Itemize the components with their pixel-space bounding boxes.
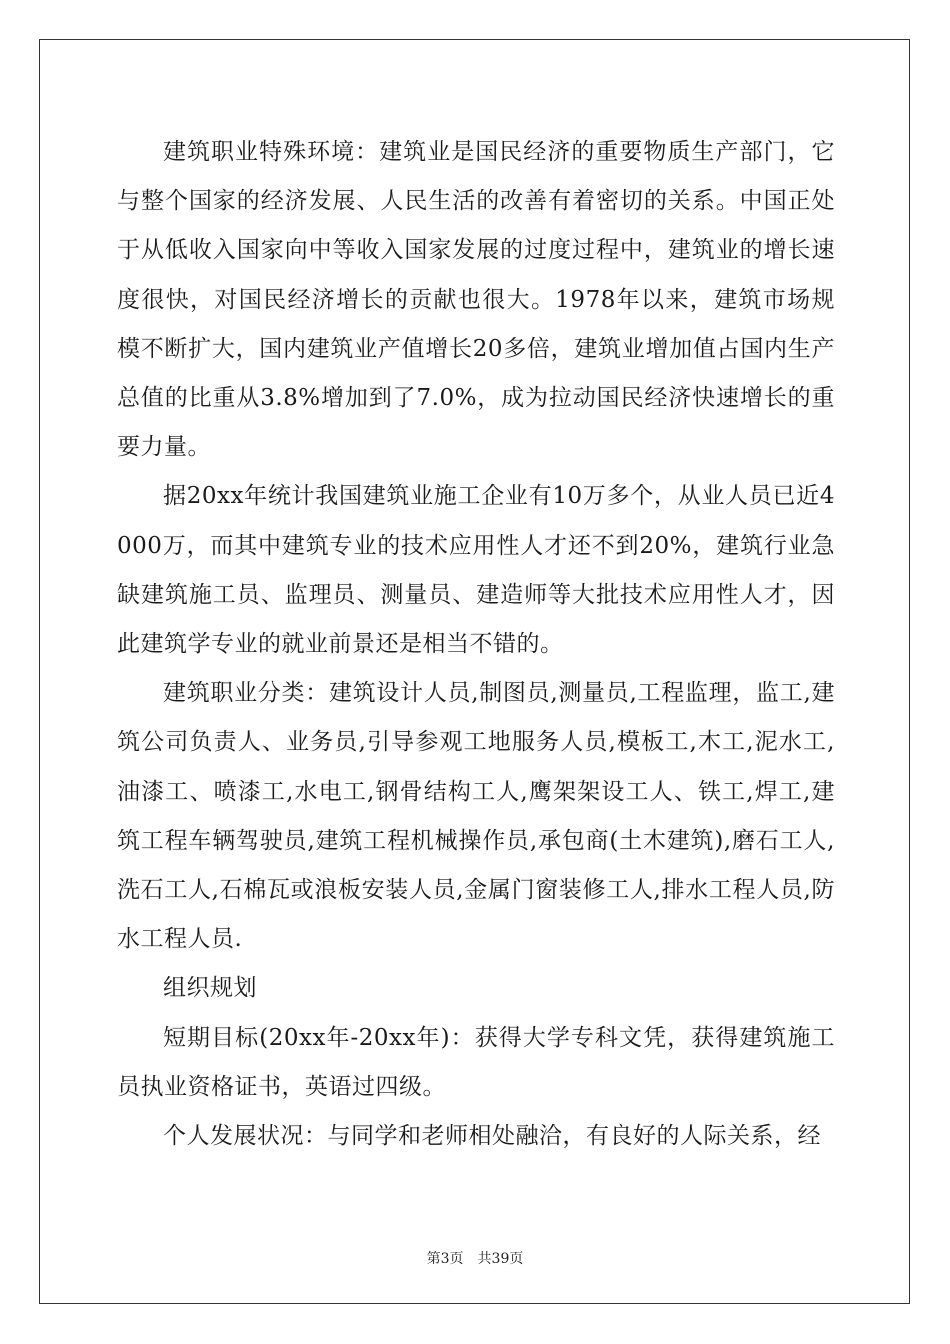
paragraph-statistics: 据20xx年统计我国建筑业施工企业有10万多个，从业人员已近4000万，而其中建筑专业的技术应用性人才还不到20%，建筑行业急缺建筑施工员、监理员、测量员、建造师等大批技术应用性人才，因此建筑学专业的就业前景还是相当不错的。 [117, 483, 835, 658]
paragraph-personal-development: 个人发展状况：与同学和老师相处融洽，有良好的人际关系，经 [163, 1123, 821, 1150]
section-heading-organization-plan: 组织规划 [163, 975, 257, 1002]
page-number: 第3页 [426, 1251, 464, 1267]
paragraph-short-term-goal: 短期目标(20xx年-20xx年)：获得大学专科文凭，获得建筑施工员执业资格证书，英语过四级。 [117, 1024, 835, 1100]
paragraph-job-categories: 建筑职业分类：建筑设计人员,制图员,测量员,工程监理，监工,建筑公司负责人、业务员,引导参观工地服务人员,模板工,木工,泥水工,油漆工、喷漆工,水电工,钢骨结构工人,鹰架架设工人、铁工,焊工,建筑工程车辆驾驶员,建筑工程机械操作员,承包商(土木建筑),磨石工人,洗石工人,石棉瓦或浪板安装人员,金属门窗装修工人,排水工程人员,防水工程人员. [117, 680, 835, 953]
document-body [117, 128, 835, 1161]
paragraph-industry-environment: 建筑职业特殊环境：建筑业是国民经济的重要物质生产部门，它与整个国家的经济发展、人民生活的改善有着密切的关系。中国正处于从低收入国家向中等收入国家发展的过度过程中，建筑业的增长速度很快，对国民经济增长的贡献也很大。1978年以来，建筑市场规模不断扩大，国内建筑业产值增长20多倍，建筑业增加值占国内生产总值的比重从3.8%增加到了7.0%，成为拉动国民经济快速增长的重要力量。 [117, 139, 835, 461]
page-total: 共39页 [477, 1251, 524, 1267]
page-footer [0, 1248, 950, 1268]
